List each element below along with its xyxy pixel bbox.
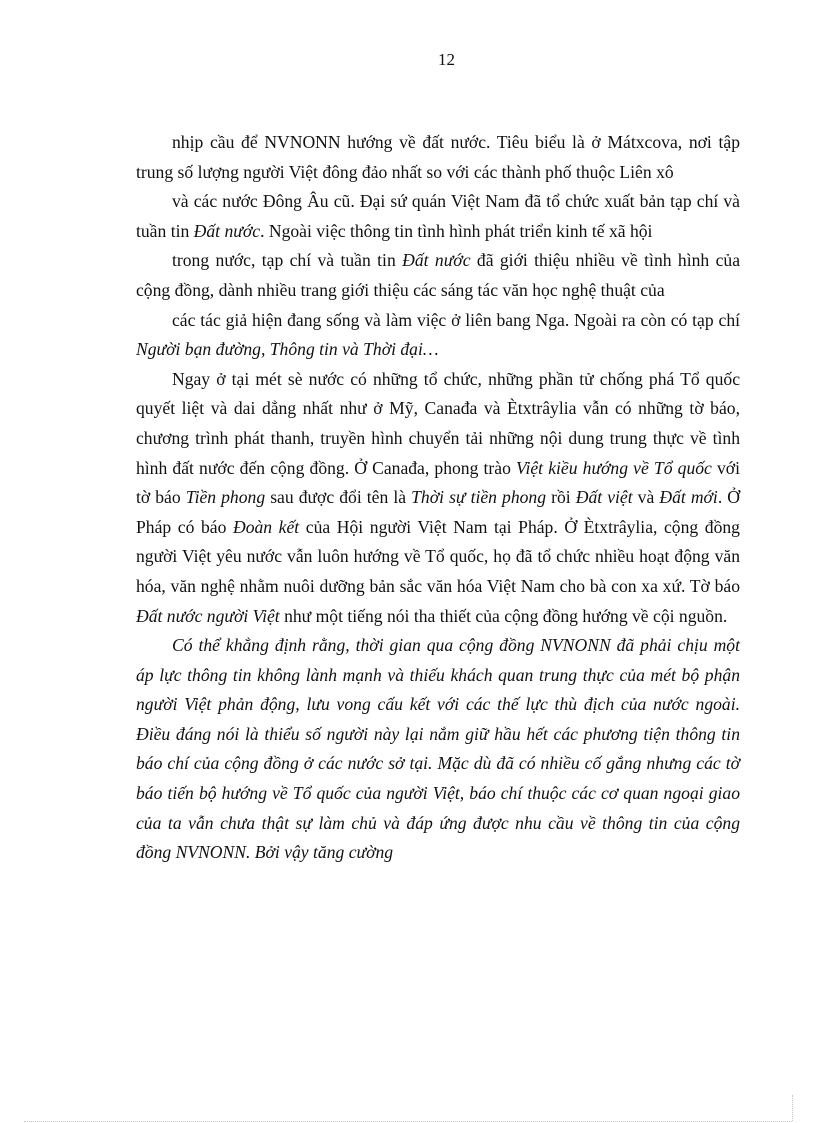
text-run: với tờ báo xyxy=(136,457,740,508)
paragraph xyxy=(136,631,740,868)
italic-text-run: Đất nước xyxy=(402,250,471,271)
italic-text-run: Đất mới xyxy=(659,487,718,508)
paragraph xyxy=(136,187,740,246)
text-run: . Ở Pháp có báo xyxy=(136,487,740,537)
italic-text-run: Thời sự tiền phong xyxy=(411,487,547,508)
text-run: nhịp cầu để NVNONN hướng về đất nước. Tiêu biểu là ở Mátxcova, nơi tập trung số lượng người Việt đông đảo nhất so với các thành phố thuộc Liên xô xyxy=(136,132,740,182)
paragraph xyxy=(136,128,740,187)
text-run: . Ngoài việc thông tin tình hình phát triển kinh tế xã hội xyxy=(260,220,653,241)
italic-text-run: Đất nước người Việt xyxy=(136,605,280,626)
page-number: 12 xyxy=(438,50,455,69)
text-run: của Hội người Việt Nam tại Pháp. Ở Ètxtrâylia, cộng đồng người Việt yêu nước vẫn luôn hướng về Tổ quốc, họ đã tổ chức nhiều hoạt động văn hóa, văn nghệ nhằm nuôi dưỡng bản sắc văn hóa Việt Nam cho bà con xa xứ. Tờ báo xyxy=(136,516,740,596)
paragraph xyxy=(136,306,740,365)
document-body xyxy=(136,128,740,868)
italic-text-run: Người bạn đường, Thông tin và Thời đại… xyxy=(136,339,439,360)
text-run: Ngay ở tại mét sè nước có những tổ chức, những phần tử chống phá Tổ quốc quyết liệt và dai dẳng nhất như ở Mỹ, Canađa và Ètxtrâylia vẫn có những tờ báo, chương trình phát thanh, truyền hình chuyển tải những nội dung trung thực về tình hình đất nước đến cộng đồng. Ở Canađa, phong trào xyxy=(136,368,740,478)
paragraph xyxy=(136,365,740,631)
text-run: trong nước, tạp chí và tuần tin xyxy=(172,250,403,271)
footer-rule xyxy=(24,1121,792,1122)
text-run: và xyxy=(632,487,660,508)
italic-text-run: Đất việt xyxy=(575,487,633,508)
italic-text-run: Việt kiều hướng về Tổ quốc xyxy=(516,457,712,478)
text-run: sau được đổi tên là xyxy=(265,487,412,508)
corner-mark xyxy=(792,1095,794,1121)
italic-text-run: Có thể khẳng định rằng, thời gian qua cộng đồng NVNONN đã phải chịu một áp lực thông tin không lành mạnh và thiếu khách quan trung thực của mét bộ phận người Việt phản động, lưu vong cấu kết với các thế lực thù địch của nước ngoài. Điều đáng nói là thiểu số người này lại nắm giữ hầu hết các phương tiện thông tin báo chí của cộng đồng ở các nước sở tại. Mặc dù đã có nhiều cố gắng nhưng các tờ báo tiến bộ hướng về Tổ quốc của người Việt, báo chí thuộc các cơ quan ngoại giao của ta vẫn chưa thật sự làm chủ và đáp ứng được nhu cầu về thông tin của cộng đồng NVNONN. Bởi vậy tăng cường xyxy=(136,635,740,863)
text-run: và các nước Đông Âu cũ. Đại sứ quán Việt Nam đã tổ chức xuất bản tạp chí và tuần tin xyxy=(136,191,740,241)
text-run: các tác giả hiện đang sống và làm việc ở liên bang Nga. Ngoài ra còn có tạp chí xyxy=(172,309,740,330)
text-run: rồi xyxy=(546,487,576,508)
italic-text-run: Đoàn kết xyxy=(232,516,300,537)
text-run: như một tiếng nói tha thiết của cộng đồng hướng về cội nguồn. xyxy=(279,605,728,626)
text-run: đã giới thiệu nhiều về tình hình của cộng đồng, dành nhiều trang giới thiệu các sáng tác văn học nghệ thuật của xyxy=(136,250,741,300)
italic-text-run: Tiền phong xyxy=(185,487,266,508)
italic-text-run: Đất nước xyxy=(193,220,261,241)
paragraph xyxy=(136,246,740,305)
